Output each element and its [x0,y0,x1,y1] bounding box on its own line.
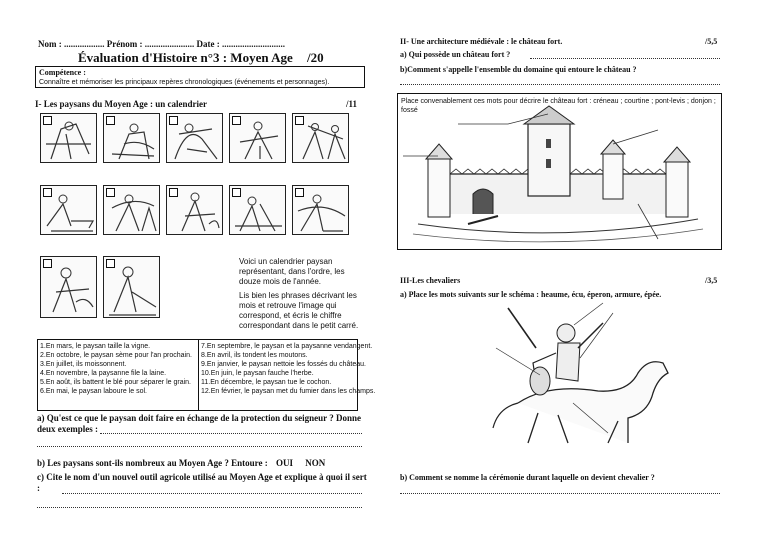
answer-box[interactable] [232,188,241,197]
answer-box[interactable] [43,188,52,197]
part3-score: /3,5 [705,276,718,285]
phrase-item: 2.En octobre, le paysan sème pour l'an prochain. [40,352,192,359]
phrase-item: 7.En septembre, le paysan et la paysanne vendangent. [201,343,373,350]
answer-box[interactable] [169,116,178,125]
calendar-instructions [239,257,364,331]
question-1c: c) Cite le nom d'un nouvel outil agricole utilisé au Moyen Age et explique à quoi il sert : [37,472,367,493]
option-oui[interactable]: OUI [275,458,293,468]
question-3b: b) Comment se nomme la cérémonie durant laquelle on devient chevalier ? [400,473,655,482]
calendar-cell [229,185,286,235]
competence-text: Connaître et mémoriser les principaux repères chronologiques (événements et personnages). [39,79,330,86]
phrases-right-column [201,342,376,412]
part1-score: /11 [346,99,358,109]
answer-line-2a[interactable] [530,58,720,59]
castle-diagram-box [397,93,722,250]
total-score: /20 [307,50,324,65]
competence-label: Compétence : [39,68,86,77]
part3-title: III-Les chevaliers [400,276,461,285]
phrase-item: 4.En novembre, la paysanne file la laine. [40,370,167,377]
competence-box [35,66,365,88]
calendar-cell [40,256,97,318]
option-non[interactable]: NON [305,458,326,468]
knight-illustration [478,303,678,453]
answer-box[interactable] [43,116,52,125]
answer-box[interactable] [106,116,115,125]
part2-score: /5,5 [705,37,718,46]
answer-box[interactable] [295,116,304,125]
castle-instruction: Place convenablement ces mots pour décrire le château fort : créneau ; courtine ; pont-levis ; donjon ; fossé [401,98,716,114]
student-info-line[interactable]: Nom : .................. Prénom : ...................... Date : ............................ [38,39,285,49]
answer-line-1a-2[interactable] [37,446,362,447]
answer-box[interactable] [295,188,304,197]
answer-line-2b[interactable] [400,84,720,85]
question-1a: a) Qu'est ce que le paysan doit faire en échange de la protection du seigneur ? Donne deux exemples : [37,413,361,434]
calendar-cell [292,185,349,235]
answer-line-1a[interactable] [100,433,362,434]
question-2b: b)Comment s'appelle l'ensemble du domaine qui entoure le château ? [400,65,637,74]
months-phrase-table [37,339,376,411]
phrase-item: 6.En mai, le paysan laboure le sol. [40,388,148,395]
calendar-cell [292,113,349,163]
calendar-cell [103,185,160,235]
answer-box[interactable] [106,259,115,268]
calendar-cell [103,113,160,163]
phrase-item: 11.En décembre, le paysan tue le cochon. [201,379,332,386]
answer-line-1c[interactable] [62,493,362,494]
question-1b [37,458,325,469]
castle-illustration [398,94,721,249]
calendar-cell [40,185,97,235]
answer-line-1c-2[interactable] [37,507,362,508]
page-title: Évaluation d'Histoire n°3 : Moyen Age [78,50,293,65]
calendar-cell [166,185,223,235]
question-3a: a) Place les mots suivants sur le schéma : heaume, écu, éperon, armure, épée. [400,290,662,299]
phrase-item: 9.En janvier, le paysan nettoie les fossés du château. [201,361,366,368]
calendar-task: Lis bien les phrases décrivant les mois et retrouve l'image qui correspond, et écris le chiffre correspondant dans le petit carré. [239,291,359,330]
answer-box[interactable] [106,188,115,197]
calendar-cell [40,113,97,163]
part1-title: I- Les paysans du Moyen Age : un calendrier [35,99,208,109]
answer-box[interactable] [169,188,178,197]
answer-box[interactable] [232,116,241,125]
calendar-cell [103,256,160,318]
answer-line-3b[interactable] [400,493,720,494]
phrase-item: 8.En avril, ils tondent les moutons. [201,352,308,359]
phrase-item: 1.En mars, le paysan taille la vigne. [40,343,151,350]
phrase-item: 5.En août, ils battent le blé pour séparer le grain. [40,379,191,386]
question-2a: a) Qui possède un château fort ? [400,50,511,59]
calendar-intro: Voici un calendrier paysan représentant, dans l'ordre, les douze mois de l'année. [239,257,345,286]
answer-box[interactable] [43,259,52,268]
calendar-cell [229,113,286,163]
phrase-item: 12.En février, le paysan met du fumier dans les champs. [201,388,376,395]
phrase-item: 3.En juillet, ils moissonnent. [40,361,127,368]
phrase-item: 10.En juin, le paysan fauche l'herbe. [201,370,314,377]
phrases-left-column [40,342,197,412]
calendar-cell [166,113,223,163]
part2-title: II- Une architecture médiévale : le château fort. [400,37,563,46]
question-1b-text: b) Les paysans sont-ils nombreux au Moyen Age ? Entoure : [37,458,268,468]
table-divider [198,340,199,410]
